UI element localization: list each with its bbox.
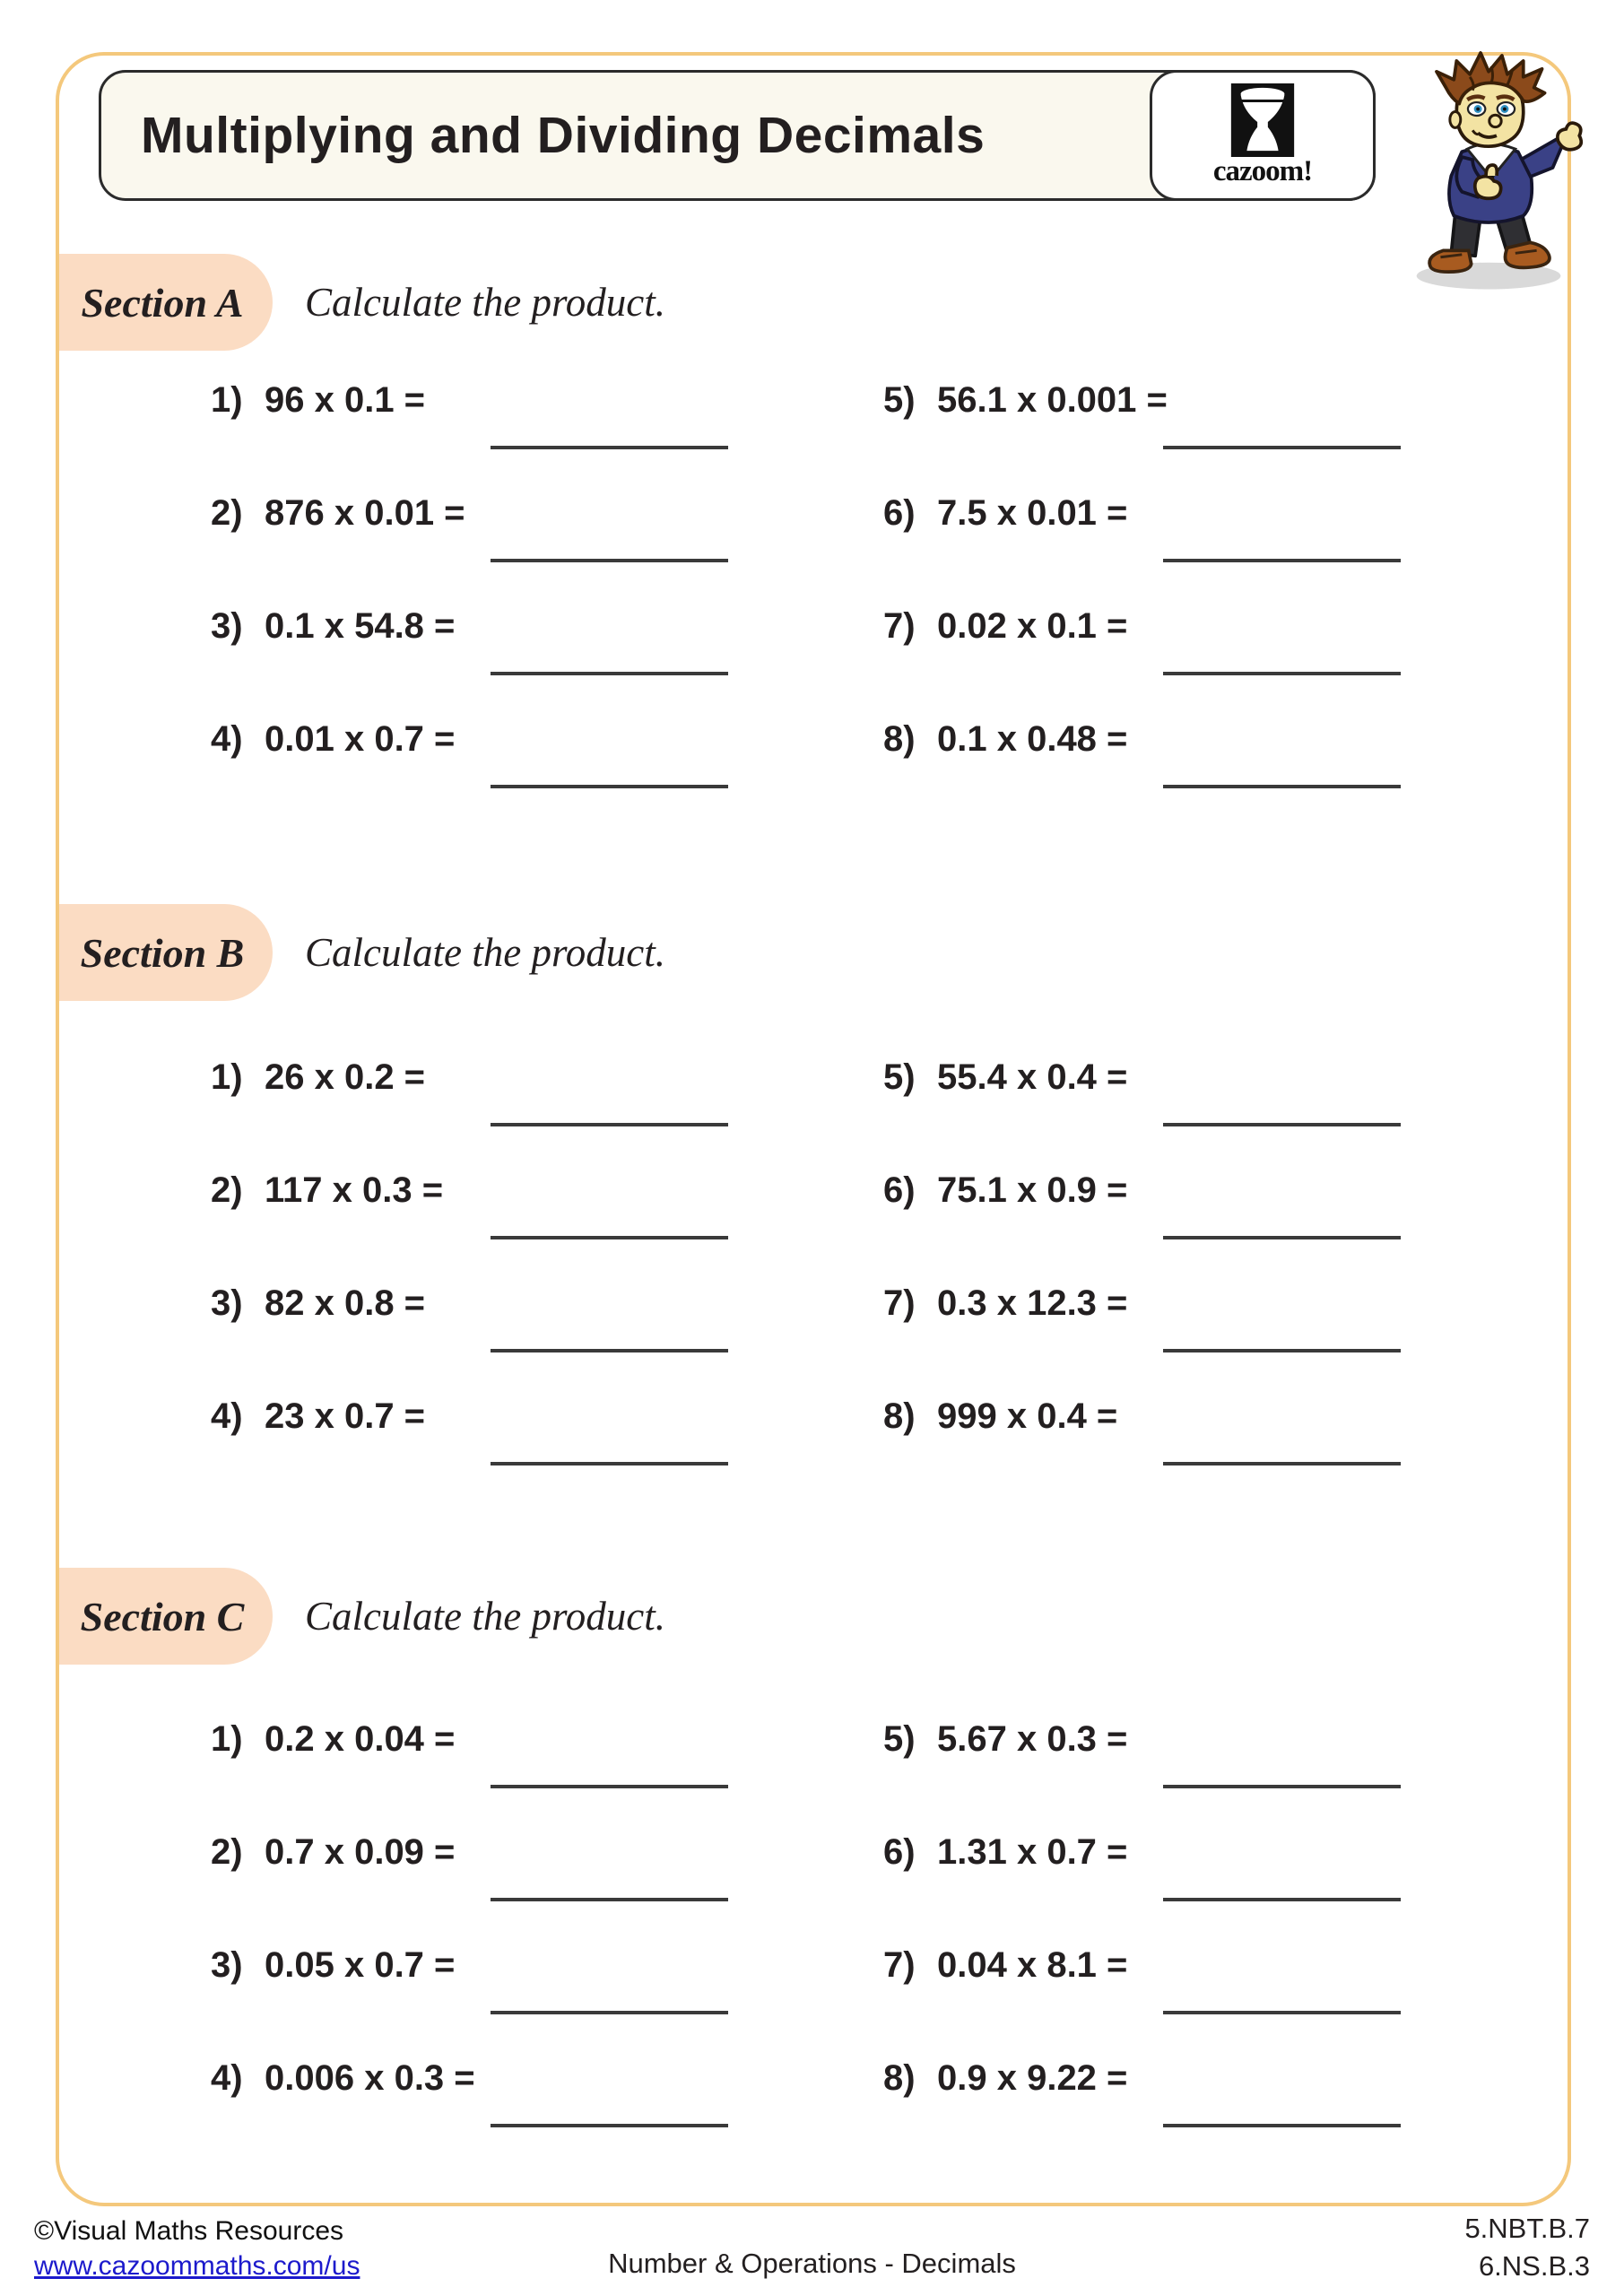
problem-item xyxy=(211,1720,883,1833)
answer-blank-line xyxy=(1163,1462,1401,1465)
problem-expression: 0.7 x 0.09 = xyxy=(265,1832,456,1872)
problem-item xyxy=(211,1284,883,1397)
problem-number: 2) xyxy=(211,1832,243,1872)
problem-item xyxy=(211,381,883,494)
answer-blank-line xyxy=(491,1898,728,1901)
standard-code-1: 5.NBT.B.7 xyxy=(1464,2213,1590,2244)
boy-thumbs-up-mascot xyxy=(1392,50,1594,291)
answer-blank-line xyxy=(491,1349,728,1352)
problem-item xyxy=(211,1833,883,1946)
answer-blank-line xyxy=(491,785,728,788)
problem-item xyxy=(211,1397,883,1510)
answer-blank-line xyxy=(491,1462,728,1465)
footer-topic: Number & Operations - Decimals xyxy=(608,2248,1016,2279)
answer-blank-line xyxy=(1163,2011,1401,2014)
problem-item xyxy=(883,1058,1556,1171)
answer-blank-line xyxy=(1163,1898,1401,1901)
problem-number: 2) xyxy=(211,493,243,533)
answer-blank-line xyxy=(1163,1123,1401,1126)
problem-number: 5) xyxy=(883,380,916,420)
answer-blank-line xyxy=(491,446,728,449)
problem-number: 2) xyxy=(211,1170,243,1210)
problem-expression: 999 x 0.4 = xyxy=(937,1396,1118,1436)
problem-item xyxy=(883,1833,1556,1946)
problem-expression: 876 x 0.01 = xyxy=(265,493,465,533)
problem-item xyxy=(883,1284,1556,1397)
problem-expression: 0.006 x 0.3 = xyxy=(265,2058,475,2098)
answer-blank-line xyxy=(1163,1785,1401,1788)
problem-item xyxy=(211,2059,883,2172)
problem-expression: 117 x 0.3 = xyxy=(265,1170,444,1210)
section-c-label: Section C xyxy=(80,1593,245,1639)
problem-expression: 23 x 0.7 = xyxy=(265,1396,426,1436)
problem-number: 5) xyxy=(883,1057,916,1097)
problem-number: 3) xyxy=(211,606,243,646)
section-b-instruction: Calculate the product. xyxy=(305,930,666,975)
problem-number: 8) xyxy=(883,719,916,759)
problem-number: 6) xyxy=(883,1170,916,1210)
answer-blank-line xyxy=(1163,672,1401,675)
problem-number: 8) xyxy=(883,1396,916,1436)
cazoom-logo xyxy=(1150,70,1376,201)
answer-blank-line xyxy=(491,1123,728,1126)
copyright-text: ©Visual Maths Resources xyxy=(34,2216,344,2246)
problem-number: 7) xyxy=(883,1283,916,1323)
problem-number: 5) xyxy=(883,1719,916,1759)
problem-expression: 0.1 x 54.8 = xyxy=(265,606,456,646)
cazoom-logo-text: cazoom! xyxy=(1212,154,1313,187)
problem-item xyxy=(883,2059,1556,2172)
cazoom-url-link[interactable]: www.cazoommaths.com/us xyxy=(34,2251,360,2281)
problem-number: 3) xyxy=(211,1283,243,1323)
section-b-label: Section B xyxy=(80,929,245,976)
problem-item xyxy=(883,1720,1556,1833)
problem-number: 4) xyxy=(211,1396,243,1436)
problem-number: 3) xyxy=(211,1945,243,1985)
problem-expression: 75.1 x 0.9 = xyxy=(937,1170,1128,1210)
problem-item xyxy=(883,1171,1556,1284)
section-b-problems xyxy=(211,1058,1556,1510)
problem-expression: 0.2 x 0.04 = xyxy=(265,1719,456,1759)
problem-number: 6) xyxy=(883,493,916,533)
problem-number: 8) xyxy=(883,2058,916,2098)
problem-expression: 82 x 0.8 = xyxy=(265,1283,426,1323)
problem-number: 1) xyxy=(211,380,243,420)
problem-item xyxy=(211,1171,883,1284)
problem-item xyxy=(883,1946,1556,2059)
standard-code-2: 6.NS.B.3 xyxy=(1478,2249,1590,2282)
page-title: Multiplying and Dividing Decimals xyxy=(141,107,986,164)
section-a-pill xyxy=(59,254,273,351)
problem-number: 7) xyxy=(883,606,916,646)
problem-item xyxy=(211,1058,883,1171)
problem-item xyxy=(211,1946,883,2059)
problem-expression: 0.04 x 8.1 = xyxy=(937,1945,1128,1985)
problem-expression: 0.01 x 0.7 = xyxy=(265,719,456,759)
section-c-pill xyxy=(59,1568,273,1665)
problem-expression: 55.4 x 0.4 = xyxy=(937,1057,1128,1097)
problem-expression: 0.05 x 0.7 = xyxy=(265,1945,456,1985)
problem-number: 6) xyxy=(883,1832,916,1872)
answer-blank-line xyxy=(1163,559,1401,562)
answer-blank-line xyxy=(1163,1349,1401,1352)
problem-expression: 56.1 x 0.001 = xyxy=(937,380,1168,420)
footer-standards xyxy=(1464,2210,1590,2285)
answer-blank-line xyxy=(1163,446,1401,449)
problem-number: 7) xyxy=(883,1945,916,1985)
djembe-drum-icon xyxy=(1229,83,1296,157)
answer-blank-line xyxy=(1163,1236,1401,1239)
problem-item xyxy=(883,607,1556,720)
problem-expression: 26 x 0.2 = xyxy=(265,1057,426,1097)
problem-expression: 7.5 x 0.01 = xyxy=(937,493,1128,533)
answer-blank-line xyxy=(491,559,728,562)
problem-item xyxy=(883,720,1556,833)
answer-blank-line xyxy=(1163,2124,1401,2127)
problem-item xyxy=(883,1397,1556,1510)
problem-number: 1) xyxy=(211,1057,243,1097)
problem-number: 4) xyxy=(211,719,243,759)
section-a-problems xyxy=(211,381,1556,833)
problem-item xyxy=(211,607,883,720)
answer-blank-line xyxy=(491,2011,728,2014)
problem-item xyxy=(883,381,1556,494)
section-c-problems xyxy=(211,1720,1556,2172)
problem-number: 1) xyxy=(211,1719,243,1759)
problem-item xyxy=(211,720,883,833)
problem-expression: 96 x 0.1 = xyxy=(265,380,426,420)
answer-blank-line xyxy=(491,672,728,675)
answer-blank-line xyxy=(491,1785,728,1788)
problem-item xyxy=(211,494,883,607)
answer-blank-line xyxy=(491,1236,728,1239)
problem-expression: 0.02 x 0.1 = xyxy=(937,606,1128,646)
problem-expression: 0.3 x 12.3 = xyxy=(937,1283,1128,1323)
problem-expression: 5.67 x 0.3 = xyxy=(937,1719,1128,1759)
problem-expression: 0.9 x 9.22 = xyxy=(937,2058,1128,2098)
problem-item xyxy=(883,494,1556,607)
section-a-label: Section A xyxy=(81,279,244,326)
section-a-instruction: Calculate the product. xyxy=(305,280,666,325)
worksheet-title-box xyxy=(99,70,1376,201)
section-b-pill xyxy=(59,904,273,1001)
answer-blank-line xyxy=(1163,785,1401,788)
problem-number: 4) xyxy=(211,2058,243,2098)
problem-expression: 1.31 x 0.7 = xyxy=(937,1832,1128,1872)
section-c-instruction: Calculate the product. xyxy=(305,1594,666,1639)
problem-expression: 0.1 x 0.48 = xyxy=(937,719,1128,759)
answer-blank-line xyxy=(491,2124,728,2127)
